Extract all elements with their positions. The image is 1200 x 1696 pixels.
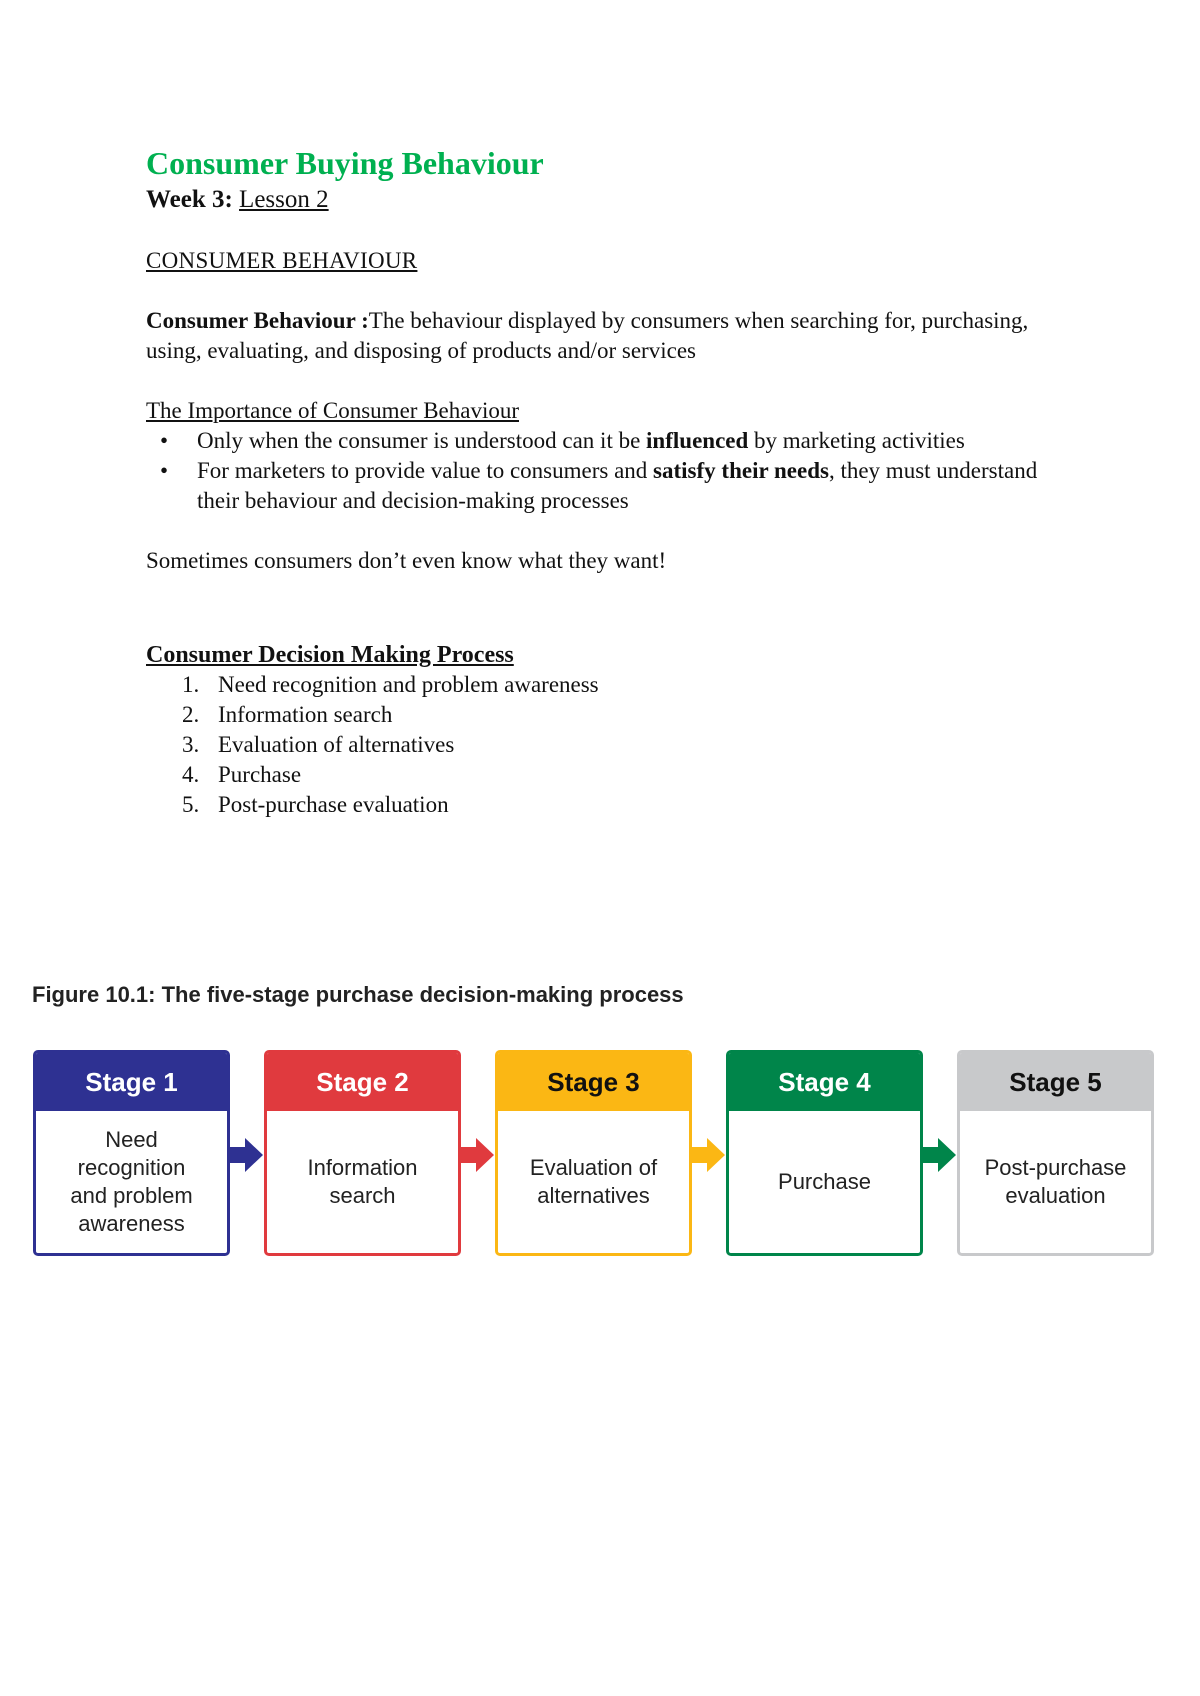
right-arrow-icon bbox=[689, 1138, 727, 1172]
process-steps-list bbox=[146, 670, 1046, 820]
stage-label: Stage 1 bbox=[36, 1053, 227, 1111]
stage-description: Post-purchase evaluation bbox=[984, 1155, 1127, 1208]
stage-box bbox=[957, 1050, 1154, 1256]
stage-label: Stage 3 bbox=[498, 1053, 689, 1111]
document-body bbox=[146, 142, 1046, 820]
step-text: Need recognition and problem awareness bbox=[218, 672, 599, 697]
step-text: Information search bbox=[218, 702, 393, 727]
list-item bbox=[146, 730, 1046, 760]
stage-box bbox=[495, 1050, 692, 1256]
stage-label: Stage 2 bbox=[267, 1053, 458, 1111]
bullet-icon: • bbox=[160, 458, 169, 483]
document-title: Consumer Buying Behaviour bbox=[146, 145, 544, 181]
stage-label: Stage 5 bbox=[960, 1053, 1151, 1111]
bullet-text-post: by marketing activities bbox=[748, 428, 965, 453]
bullet-text-bold: satisfy their needs bbox=[653, 458, 829, 483]
bullet-text-pre: For marketers to provide value to consumers and bbox=[197, 458, 654, 483]
importance-list bbox=[146, 426, 1046, 516]
bullet-icon: • bbox=[160, 428, 169, 453]
stage-description: Evaluation of alternatives bbox=[529, 1155, 658, 1208]
definition-text: The behaviour displayed by consumers when searching for, purchasing, using, evaluating, and disposing of products and/or services bbox=[146, 308, 1029, 363]
step-number: 5. bbox=[182, 792, 200, 817]
stage-label: Stage 4 bbox=[729, 1053, 920, 1111]
right-arrow-icon bbox=[920, 1138, 958, 1172]
list-item bbox=[146, 456, 1046, 516]
bullet-text-post: , they must understand their behaviour and decision-making processes bbox=[197, 458, 1038, 513]
stage-box bbox=[33, 1050, 230, 1256]
stage-box bbox=[726, 1050, 923, 1256]
stage-description: Purchase bbox=[778, 1169, 871, 1194]
stage-description: Information search bbox=[307, 1155, 418, 1208]
list-item bbox=[146, 700, 1046, 730]
section-heading: CONSUMER BEHAVIOUR bbox=[146, 248, 418, 273]
step-number: 4. bbox=[182, 762, 200, 787]
remark-paragraph: Sometimes consumers don’t even know what they want! bbox=[146, 548, 667, 573]
week-lesson-line bbox=[146, 184, 1046, 216]
process-heading: Consumer Decision Making Process bbox=[146, 642, 514, 668]
step-text: Purchase bbox=[218, 762, 302, 787]
list-item bbox=[146, 670, 1046, 700]
figure-caption: Figure 10.1: The five-stage purchase decision-making process bbox=[32, 982, 684, 1007]
stage-box bbox=[264, 1050, 461, 1256]
list-item bbox=[146, 760, 1046, 790]
step-number: 2. bbox=[182, 702, 200, 727]
definition-term: Consumer Behaviour : bbox=[146, 308, 369, 333]
right-arrow-icon bbox=[458, 1138, 496, 1172]
bullet-text-bold: influenced bbox=[646, 428, 749, 453]
lesson-label: Lesson 2 bbox=[239, 186, 329, 213]
bullet-text-pre: Only when the consumer is understood can it be bbox=[197, 428, 647, 453]
stage-description: Need recognition and problem awareness bbox=[70, 1127, 193, 1236]
definition-paragraph bbox=[146, 306, 1046, 366]
step-number: 1. bbox=[182, 672, 200, 697]
step-text: Evaluation of alternatives bbox=[218, 732, 455, 757]
right-arrow-icon bbox=[227, 1138, 265, 1172]
list-item bbox=[146, 426, 1046, 456]
list-item bbox=[146, 790, 1046, 820]
week-label: Week 3: bbox=[146, 186, 233, 213]
importance-heading: The Importance of Consumer Behaviour bbox=[146, 398, 519, 423]
step-number: 3. bbox=[182, 732, 200, 757]
step-text: Post-purchase evaluation bbox=[218, 792, 449, 817]
